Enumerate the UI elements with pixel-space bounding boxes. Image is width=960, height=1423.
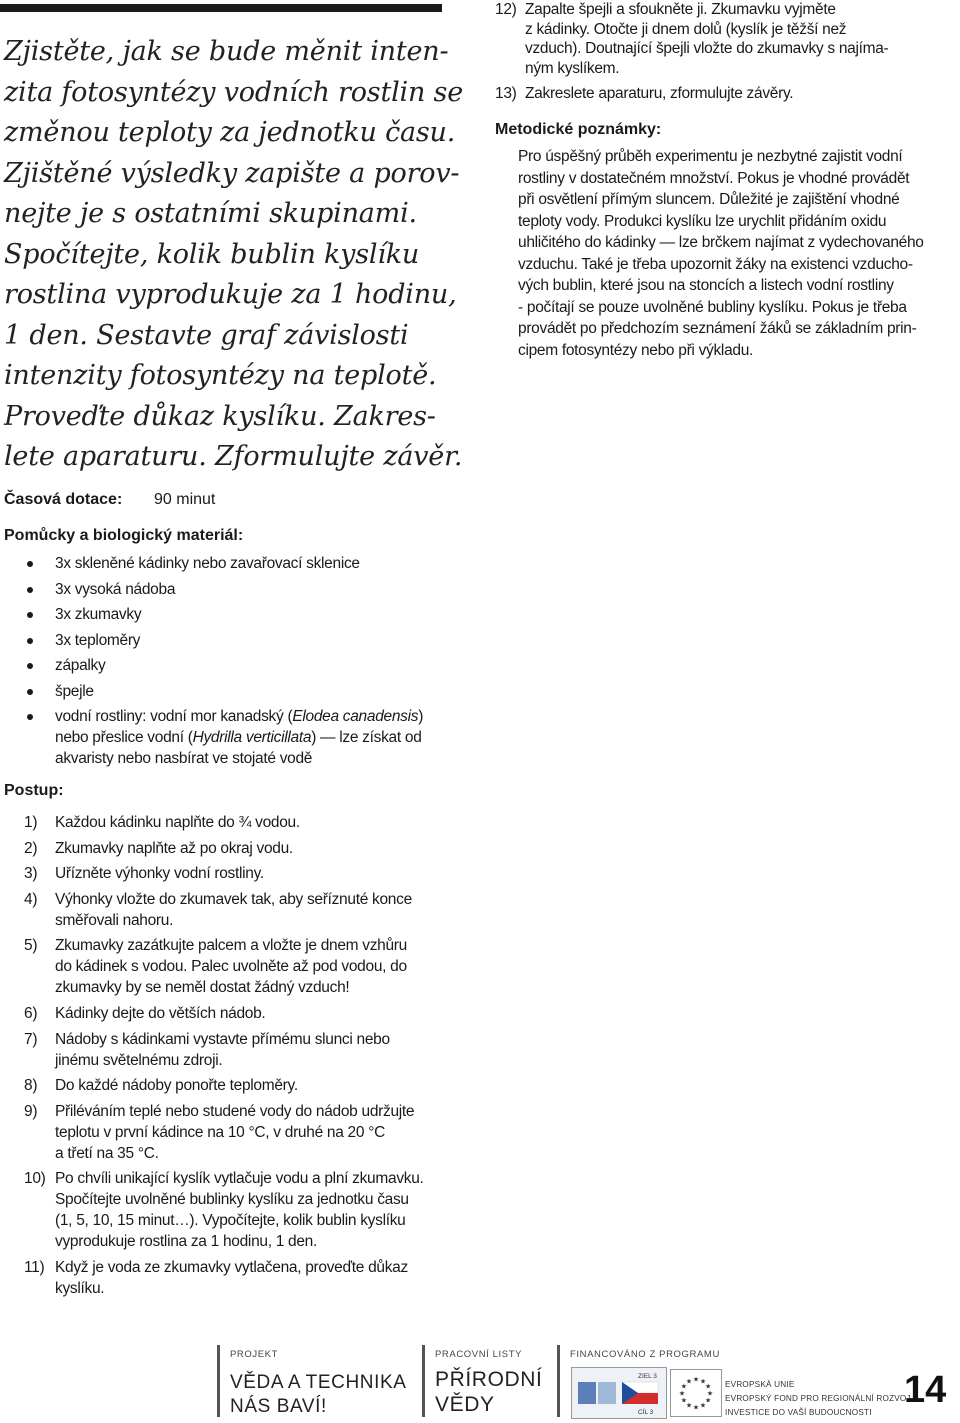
step-number: 5): [24, 937, 38, 955]
step-line: ným kyslíkem.: [525, 59, 620, 77]
notes-line: rostliny v dostatečném množství. Pokus je vhodné provádět: [518, 169, 910, 187]
funding-tag: FINANCOVÁNO Z PROGRAMU: [570, 1349, 720, 1360]
project-name-line: VĚDA A TECHNIKA: [230, 1372, 407, 1393]
notes-line: cipem fotosyntézy nebo při výkladu.: [518, 341, 754, 359]
eu-star-icon: ★: [704, 1397, 712, 1405]
procedure-list-continued: [493, 0, 953, 109]
step-number: 3): [24, 865, 38, 883]
eu-line: INVESTICE DO VAŠÍ BUDOUCNOSTI: [725, 1408, 872, 1417]
project-name: [230, 1371, 407, 1419]
step-item: [493, 0, 953, 78]
notes-line: provádět po předchozím seznámení žáků se základním prin-: [518, 320, 917, 337]
eu-text: [725, 1378, 911, 1420]
intro-task: [4, 32, 463, 478]
ziel3-logo: [571, 1367, 667, 1419]
eu-flag-icon: [670, 1369, 722, 1417]
page-number: 14: [904, 1369, 947, 1411]
sheets-name: [435, 1367, 542, 1417]
step-line: z kádinky. Otočte ji dnem dolů (kyslík je těžší než: [525, 20, 847, 38]
eu-star-icon: ★: [680, 1397, 688, 1405]
step-line: Výhonky vložte do zkumavek tak, aby seříznuté konce: [55, 890, 412, 908]
step-item: [0, 1168, 460, 1252]
step-line: Když je voda ze zkumavky vytlačena, proveďte důkaz: [55, 1258, 408, 1276]
step-number: 9): [24, 1102, 38, 1120]
sheets-name-line: PŘÍRODNÍ: [435, 1368, 543, 1391]
step-line: Kádinky dejte do větších nádob.: [55, 1004, 266, 1022]
list-item: 3x skleněné kádinky nebo zavařovací sklenice: [0, 553, 450, 574]
intro-line: lete aparaturu. Zformulujte závěr.: [4, 441, 463, 472]
time-allocation: [4, 491, 216, 509]
top-rule: [0, 4, 442, 12]
footer-divider: [217, 1345, 220, 1417]
intro-line: Zjištěné výsledky zapište a porov-: [4, 157, 460, 189]
project-name-line: NÁS BAVÍ!: [230, 1396, 327, 1417]
step-item: [0, 889, 460, 931]
step-line: směřovali nahoru.: [55, 911, 174, 929]
step-item: [0, 935, 460, 998]
intro-line: změnou teploty za jednotku času.: [4, 117, 456, 148]
step-line: zkumavky by se neměl dostat žádný vzduch!: [55, 979, 350, 997]
intro-line: intenzity fotosyntézy na teplotě.: [4, 360, 437, 391]
eu-star-icon: ★: [706, 1390, 714, 1398]
step-line: Po chvíli unikající kyslík vytlačuje vodu a plní zkumavku.: [55, 1170, 424, 1188]
intro-line: Zjistěte, jak se bude měnit inten-: [4, 36, 449, 67]
plants-text-a: vodní rostliny: vodní mor kanadský (: [55, 708, 293, 725]
project-tag: PROJEKT: [230, 1349, 279, 1360]
step-number: 6): [24, 1004, 38, 1022]
step-item: [0, 1075, 460, 1096]
sheets-tag: PRACOVNÍ LISTY: [435, 1349, 523, 1360]
notes-line: vzduchu. Také je třeba upozornit žáky na existenci vzducho-: [518, 255, 913, 273]
step-item: [493, 84, 953, 104]
eu-star-icon: ★: [699, 1402, 707, 1410]
plants-text-d: ) — lze získat od: [311, 729, 422, 746]
step-item: [0, 1029, 460, 1071]
list-item: zápalky: [0, 655, 450, 676]
eu-line: EVROPSKÁ UNIE: [725, 1380, 795, 1389]
step-item: [0, 838, 460, 859]
intro-line: nejte je s ostatními skupinami.: [4, 198, 417, 229]
intro-line: 1 den. Sestavte graf závislosti: [4, 319, 409, 351]
step-line: Každou kádinku naplňte do ¾ vodou.: [55, 814, 300, 831]
list-item: 3x zkumavky: [0, 604, 450, 625]
step-line: teplotu v první kádince na 10 °C, v druhé na 20 °C: [55, 1123, 385, 1141]
eu-star-icon: ★: [704, 1383, 712, 1391]
step-number: 1): [24, 814, 38, 831]
step-line: a třetí na 35 °C.: [55, 1144, 159, 1162]
sheets-name-line: VĚDY: [435, 1393, 495, 1416]
eu-star-icon: ★: [678, 1390, 686, 1398]
step-line: jinému světelnému zdroji.: [55, 1051, 223, 1069]
eu-star-icon: ★: [685, 1402, 693, 1410]
eu-star-icon: ★: [692, 1404, 700, 1412]
footer-divider: [422, 1345, 425, 1417]
logo-top-text: ZIEL 3: [638, 1373, 657, 1380]
intro-line: Proveďte důkaz kyslíku. Zakres-: [4, 400, 436, 432]
logo-bottom-text: CÍL 3: [638, 1409, 654, 1416]
plants-latin-c: Hydrilla verticillata: [192, 729, 312, 746]
step-line: kyslíku.: [55, 1279, 105, 1297]
procedure-heading: Postup:: [4, 782, 64, 799]
footer-divider: [557, 1345, 560, 1417]
step-line: vzduch). Doutnající špejli vložte do zkumavky s najíma-: [525, 40, 889, 57]
step-line: (1, 5, 10, 15 minut…). Vypočítejte, kolik bublin kyslíku: [55, 1212, 406, 1230]
plants-text-b: ): [418, 708, 424, 725]
step-number: 12): [495, 1, 517, 18]
procedure-list: [0, 812, 460, 1304]
list-item: 3x vysoká nádoba: [0, 579, 450, 600]
notes-line: teploty vody. Produkci kyslíku lze urychlit přidáním oxidu: [518, 212, 887, 230]
eu-star-icon: ★: [680, 1383, 688, 1391]
notes-line: vých bublin, které jsou na stoncích a listech vodní rostliny: [518, 277, 894, 294]
step-line: Uřízněte výhonky vodní rostliny.: [55, 865, 264, 883]
footer: [0, 1345, 960, 1423]
eu-star-icon: ★: [685, 1378, 693, 1386]
step-number: 2): [24, 839, 38, 857]
step-item: [0, 1003, 460, 1024]
notes-body: [518, 146, 950, 361]
step-item: [0, 812, 460, 833]
intro-line: Spočítejte, kolik bublin kyslíku: [4, 238, 420, 270]
plants-text-e: akvaristy nebo nasbírat ve stojaté vodě: [55, 750, 313, 767]
tools-heading: Pomůcky a biologický materiál:: [4, 527, 244, 544]
step-line: vyprodukuje rostlina za 1 hodinu, 1 den.: [55, 1233, 318, 1251]
list-item-plants: [0, 706, 450, 769]
eu-star-icon: ★: [699, 1378, 707, 1386]
eu-line: EVROPSKÝ FOND PRO REGIONÁLNÍ ROZVOJ: [725, 1394, 911, 1403]
tools-list: [0, 553, 450, 774]
step-number: 10): [24, 1170, 46, 1188]
step-line: Zkumavky naplňte až po okraj vodu.: [55, 839, 293, 857]
step-item: [0, 1101, 460, 1164]
step-number: 4): [24, 890, 38, 908]
step-line: do kádinek s vodou. Palec uvolněte až pod vodou, do: [55, 958, 407, 976]
notes-heading: Metodické poznámky:: [495, 121, 662, 138]
time-label: Časová dotace:: [4, 491, 123, 508]
step-line: Přiléváním teplé nebo studené vody do nádob udržujte: [55, 1102, 415, 1120]
step-item: [0, 863, 460, 884]
notes-line: uhličitého do kádinky — lze brčkem najímat z vydechovaného: [518, 234, 924, 251]
notes-line: - počítají se pouze uvolněné bubliny kyslíku. Pokus je třeba: [518, 298, 907, 316]
list-item: 3x teploměry: [0, 630, 450, 651]
plants-text-c: nebo přeslice vodní (: [55, 729, 193, 746]
step-line: Nádoby s kádinkami vystavte přímému slunci nebo: [55, 1030, 390, 1048]
step-number: 11): [24, 1258, 45, 1276]
step-number: 7): [24, 1030, 38, 1048]
list-item: špejle: [0, 681, 450, 702]
eu-star-icon: ★: [692, 1376, 700, 1384]
notes-line: při osvětlení přímým sluncem. Důležité je zajištění vhodné: [518, 191, 900, 208]
plants-latin-a: Elodea canadensis: [292, 708, 419, 725]
intro-line: zita fotosyntézy vodních rostlin se: [4, 76, 463, 108]
step-item: [0, 1257, 460, 1299]
notes-line: Pro úspěšný průběh experimentu je nezbytné zajistit vodní: [518, 148, 903, 165]
step-number: 8): [24, 1077, 38, 1095]
time-value: 90 minut: [154, 491, 216, 508]
step-line: Spočítejte uvolněné bublinky kyslíku za jednotku času: [55, 1191, 409, 1209]
intro-line: rostlina vyprodukuje za 1 hodinu,: [4, 279, 457, 310]
step-line: Do každé nádoby ponořte teploměry.: [55, 1077, 298, 1095]
step-line: Zkumavky zazátkujte palcem a vložte je dnem vzhůru: [55, 937, 407, 955]
step-line: Zapalte špejli a sfoukněte ji. Zkumavku vyjměte: [525, 1, 836, 18]
step-line: Zakreslete aparaturu, zformulujte závěry.: [525, 84, 794, 102]
step-number: 13): [495, 84, 517, 102]
